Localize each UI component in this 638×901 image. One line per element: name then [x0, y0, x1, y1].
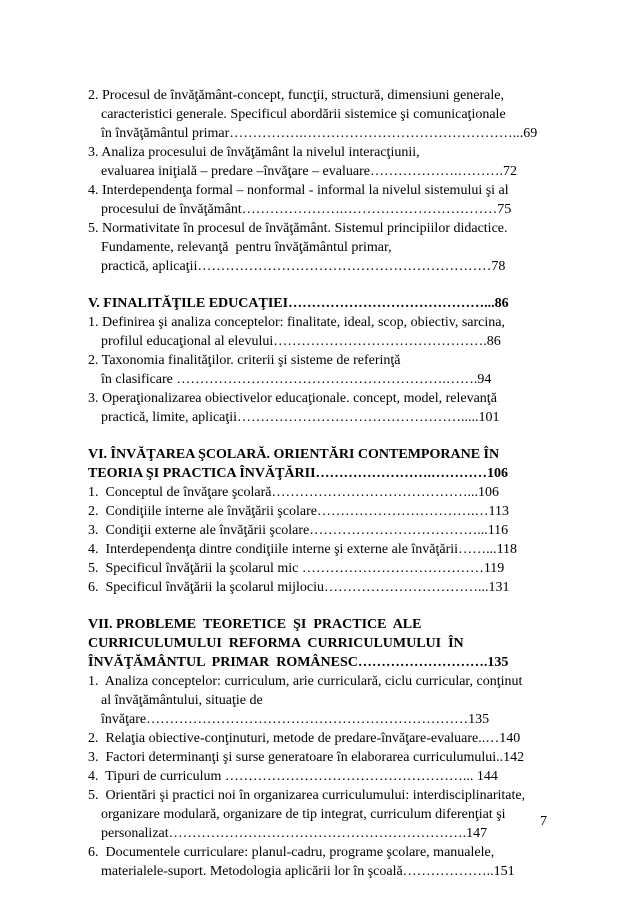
toc-entry-vii-5-line-3: personalizat……………………………………………………….147 — [101, 826, 488, 841]
toc-entry-v-1: 1. Definirea şi analiza conceptelor: finalitate, ideal, scop, obiectiv, sarcina, — [88, 315, 505, 330]
toc-chapter-vii — [88, 615, 550, 881]
toc-entry-vii-1: 1. Analiza conceptelor: curriculum, arie curriculară, ciclu curricular, conţinut — [88, 674, 523, 689]
toc-entry-vii-4: 4. Tipuri de curriculum ……………………………………………... 144 — [88, 769, 498, 784]
toc-entry-vi-1: 1. Conceptul de învăţare şcolară……………………………………...106 — [88, 485, 499, 500]
toc-entry-5: 5. Normativitate în procesul de învăţământ. Sistemul principiilor didactice. — [88, 221, 508, 236]
toc-entry-2-line-3: în învăţământul primar…………….………………………………………...69 — [101, 126, 538, 141]
chapter-vii-heading-line-3: ÎNVĂŢĂMÂNTUL PRIMAR ROMÂNESC……………………….135 — [88, 655, 509, 670]
toc-entry-vi-4: 4. Interdependenţa dintre condiţiile interne şi externe ale învăţării……...118 — [88, 542, 518, 557]
toc-entry-vii-2: 2. Relaţia obiective-conţinuturi, metode de predare-învăţare-evaluare..…140 — [88, 731, 521, 746]
toc-chapter-vi — [88, 445, 550, 597]
toc-entry-v-3-line-2: practică, limite, aplicaţii………………………………………….....101 — [101, 410, 500, 425]
toc-entry-vii-1-line-3: învăţare……………………………………………………………135 — [101, 712, 490, 727]
toc-entry-v-2-line-2: în clasificare ………………………………………………….…….94 — [101, 372, 492, 387]
toc-entry-4: 4. Interdependenţa formal – nonformal - informal la nivelul sistemului şi al — [88, 183, 509, 198]
toc-entry-v-2: 2. Taxonomia finalităţilor. criterii şi sisteme de referinţă — [88, 353, 401, 368]
toc-entry-vi-3: 3. Condiţii externe ale învăţării şcolare………………………………...116 — [88, 523, 509, 538]
section-spacer — [88, 427, 550, 445]
toc-entry-vii-5-line-2: organizare modulară, organizare de tip integrat, curriculum diferenţiat şi — [101, 807, 506, 822]
toc-entry-vii-1-line-2: al învăţământului, situaţie de — [101, 693, 263, 708]
toc-section-2 — [88, 86, 550, 276]
toc-entry-2-line-2: caracteristici generale. Specificul abordării sistemice şi comunicaţionale — [101, 107, 506, 122]
toc-entry-vi-6: 6. Specificul învăţării la şcolarul mijlociu……………………………...131 — [88, 580, 510, 595]
chapter-vii-heading-line-2: CURRICULUMULUI REFORMA CURRICULUMULUI ÎN — [88, 636, 464, 651]
table-of-contents — [88, 86, 550, 881]
toc-entry-5-line-2: Fundamente, relevanţă pentru învăţământul primar, — [101, 240, 392, 255]
toc-entry-vii-3: 3. Factori determinanţi şi surse generatoare în elaborarea curriculumului..142 — [88, 750, 525, 765]
toc-entry-vii-6-line-2: materialele-suport. Metodologia aplicării lor în şcoală………………..151 — [101, 864, 515, 879]
chapter-vii-heading: VII. PROBLEME TEORETICE ŞI PRACTICE ALE — [88, 617, 422, 632]
toc-entry-4-line-2: procesului de învăţământ………………….……………………………75 — [101, 202, 512, 217]
toc-entry-vi-5: 5. Specificul învăţării la şcolarul mic …………………………………119 — [88, 561, 505, 576]
toc-entry-vii-5: 5. Orientări şi practici noi în organizarea curriculumului: interdisciplinaritate, — [88, 788, 526, 803]
toc-entry-5-line-3: practică, aplicaţii………………………………………………………78 — [101, 259, 506, 274]
toc-entry-3-line-2: evaluarea iniţială – predare –învăţare – evaluare……………….……….72 — [101, 164, 517, 179]
toc-entry-3: 3. Analiza procesului de învăţământ la nivelul interacţiunii, — [88, 145, 420, 160]
toc-entry-vii-6: 6. Documentele curriculare: planul-cadru, programe şcolare, manualele, — [88, 845, 495, 860]
toc-chapter-v — [88, 294, 550, 427]
chapter-vi-heading-line-2: TEORIA ŞI PRACTICA ÎNVĂŢĂRII…………………….…………106 — [88, 466, 509, 481]
toc-entry-vi-2: 2. Condiţiile interne ale învăţării şcolare…………………………….…113 — [88, 504, 509, 519]
section-spacer — [88, 276, 550, 294]
toc-entry-v-3: 3. Operaţionalizarea obiectivelor educaţionale. concept, model, relevanţă — [88, 391, 497, 406]
toc-entry-2: 2. Procesul de învăţământ-concept, funcţii, structură, dimensiuni generale, — [88, 88, 504, 103]
toc-entry-v-1-line-2: profilul educaţional al elevului……………………………………….86 — [101, 334, 501, 349]
section-spacer — [88, 597, 550, 615]
chapter-v-heading: V. FINALITĂŢILE EDUCAŢIEI……………………………………...86 — [88, 296, 509, 311]
chapter-vi-heading: VI. ÎNVĂŢAREA ŞCOLARĂ. ORIENTĂRI CONTEMPORANE ÎN — [88, 447, 500, 462]
page-number: 7 — [540, 814, 547, 829]
